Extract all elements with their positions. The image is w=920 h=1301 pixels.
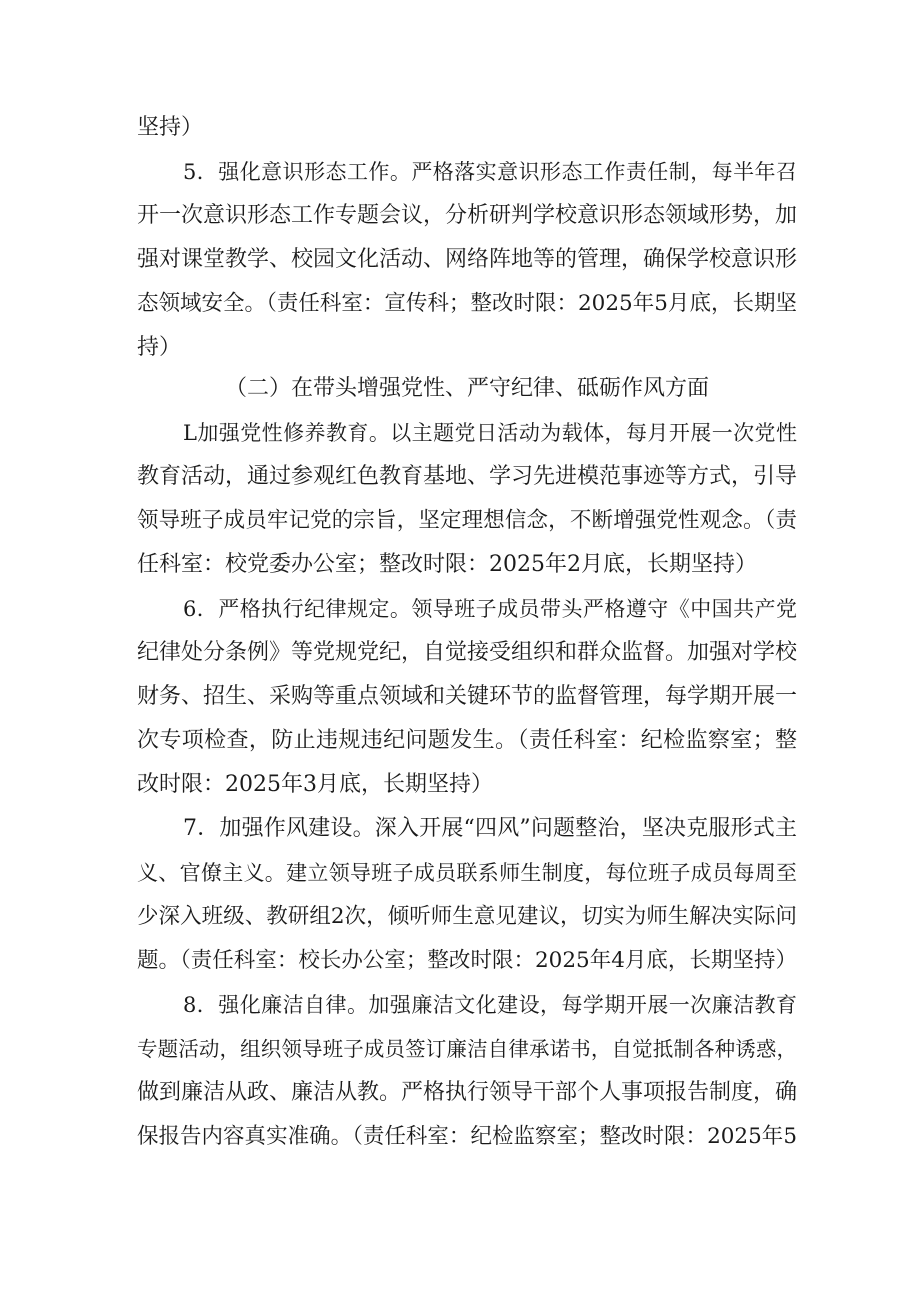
item-5-heading-line: 5．强化意识形态工作。严格落实意识形态工作责任制，每半年召 — [183, 160, 797, 184]
text-line: 教育活动，通过参观红色教育基地、学习先进模范事迹等方式，引导 — [137, 464, 798, 489]
text-line: 财务、招生、采购等重点领域和关键环节的监督管理，每学期开展一 — [137, 684, 798, 709]
text-line: 任科室：校党委办公室；整改时限：2025年2月底，长期坚持） — [137, 552, 757, 577]
item-8-heading-line: 8．强化廉洁自律。加强廉洁文化建设，每学期开展一次廉洁教育 — [183, 993, 797, 1017]
section-heading: （二）在带头增强党性、严守纪律、砥砺作风方面 — [224, 376, 709, 401]
item-7-heading-line: 7．加强作风建设。深入开展“四风”问题整治，坚决克服形式主 — [183, 816, 797, 841]
item-6-heading-line: 6．严格执行纪律规定。领导班子成员带头严格遵守《中国共产党 — [183, 597, 797, 621]
text-line: 领导班子成员牢记党的宗旨，坚定理想信念，不断增强党性观念。（责 — [137, 508, 797, 533]
text-line: 纪律处分条例》等党规党纪，自觉接受组织和群众监督。加强对学校 — [137, 640, 798, 665]
text-line: 义、官僚主义。建立领导班子成员联系师生制度，每位班子成员每周至 — [137, 861, 797, 885]
text-line: 题。（责任科室：校长办公室；整改时限：2025年4月底，长期坚持） — [137, 948, 797, 973]
text-line: 少深入班级、教研组2次，倾听师生意见建议，切实为师生解决实际问 — [137, 904, 797, 929]
text-line: 次专项检查，防止违规违纪问题发生。（责任科室：纪检监察室；整 — [137, 728, 797, 753]
text-line: 保报告内容真实准确。（责任科室：纪检监察室；整改时限：2025年5 — [137, 1124, 797, 1149]
text-line: 专题活动，组织领导班子成员签订廉洁自律承诺书，自觉抵制各种诱惑， — [137, 1037, 797, 1061]
text-line: 改时限：2025年3月底，长期坚持） — [137, 772, 493, 797]
item-1-heading-line: L加强党性修养教育。以主题党日活动为载体，每月开展一次党性 — [183, 421, 797, 445]
text-line: 强对课堂教学、校园文化活动、网络阵地等的管理，确保学校意识形 — [137, 247, 798, 272]
text-line: 态领域安全。（责任科室：宣传科；整改时限：2025年5月底，长期坚 — [137, 291, 797, 316]
text-line: 开一次意识形态工作专题会议，分析研判学校意识形态领域形势，加 — [137, 203, 798, 228]
text-line: 做到廉洁从政、廉洁从教。严格执行领导干部个人事项报告制度，确 — [137, 1080, 798, 1105]
text-line: 坚持） — [137, 115, 204, 140]
text-line: 持） — [137, 335, 182, 360]
